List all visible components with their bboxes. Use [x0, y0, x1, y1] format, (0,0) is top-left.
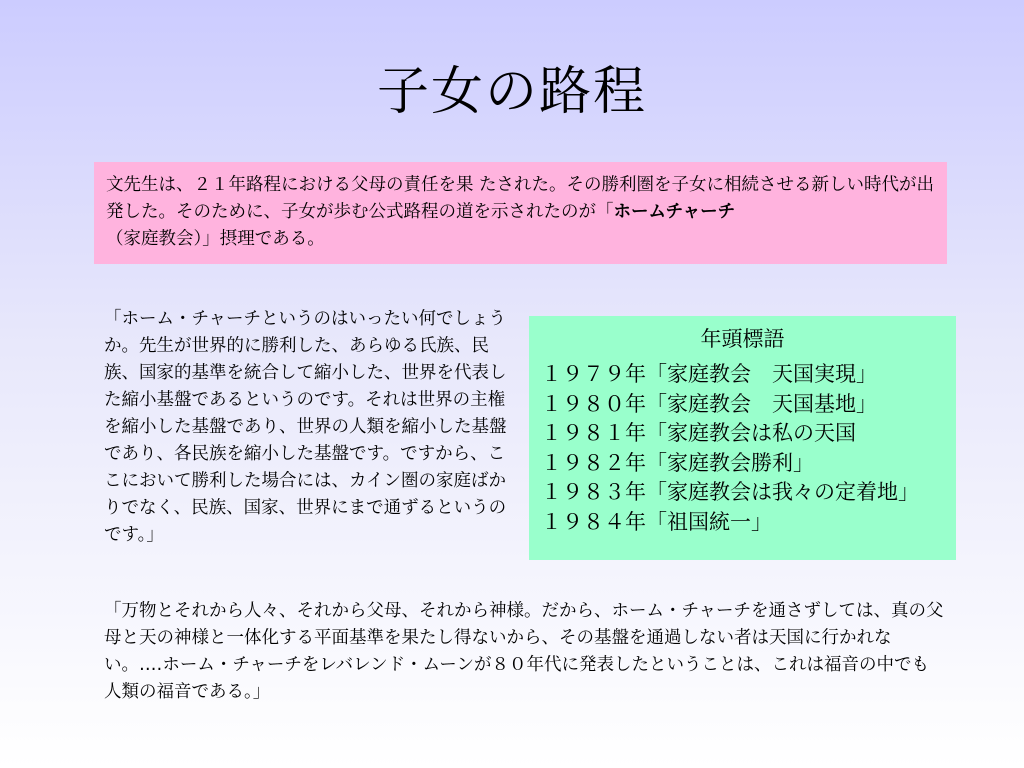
home-church-quote: 「ホーム・チャーチというのはいったい何でしょうか。先生が世界的に勝利した、あらゆる氏族、民族、国家的基準を統合して縮小した、世界を代表した縮小基盤であるというのです。それは世界の主権を縮小した基盤であり、世界の人類を縮小した基盤であり、各民族を縮小した基盤です。ですから、ここにおいて勝利した場合には、カイン圏の家庭ばかりでなく、民族、国家、世界にまで通ずるというのです。」 [104, 309, 507, 545]
motto-header: 年頭標語 [700, 327, 785, 351]
motto-item: １９８０年「家庭教会 天国基地」 [541, 391, 877, 416]
motto-item: １９８４年「祖国統一」 [541, 509, 772, 534]
motto-item: １９８１年「家庭教会は私の天国 [541, 421, 856, 445]
intro-box [94, 162, 947, 264]
intro-text-tail: （家庭教会）」摂理である。 [106, 229, 325, 249]
motto-item: １９７９年「家庭教会 天国実現」 [541, 362, 877, 386]
gospel-quote: 「万物とそれから人々、それから父母、それから神様。だから、ホーム・チャーチを通さずしては、真の父母と天の神様と一体化する平面基準を果たし得ないから、その基盤を通過しない者は天国に行かれない。‥‥ホーム・チャーチをレバレンド・ムーンが８０年代に発表したということは、これは福音の中でも人類の福音である。」 [104, 601, 944, 702]
motto-list [529, 356, 956, 537]
intro-text-bold: ホームチャーチ [613, 202, 736, 222]
intro-text: 文先生は、２１年路程における父母の責任を果 たされた。その勝利圏を子女に相続させる新しい時代が出発した。そのために、子女が歩む公式路程の道を示されたのが「 [106, 175, 935, 222]
slide-title: 子女の路程 [376, 62, 647, 122]
annual-motto-box [529, 316, 956, 560]
motto-item: １９８２年「家庭教会勝利」 [541, 450, 814, 475]
motto-item: １９８３年「家庭教会は我々の定着地」 [541, 480, 919, 504]
